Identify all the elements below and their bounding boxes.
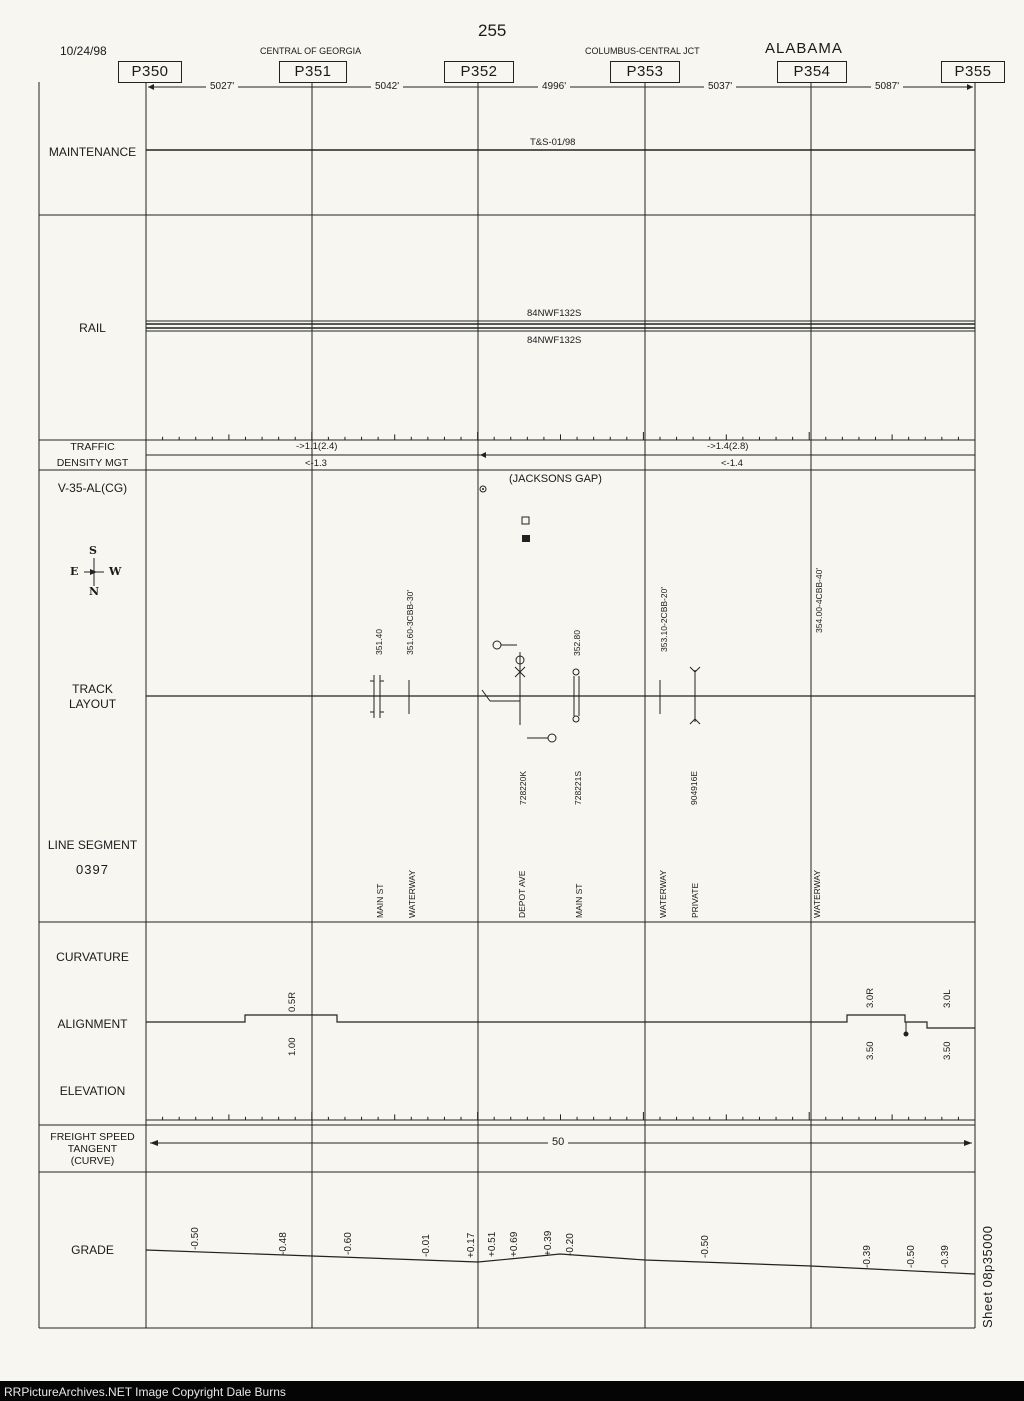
railroad-name: CENTRAL OF GEORGIA	[260, 46, 362, 56]
segment-main-st-2: MAIN ST	[574, 883, 584, 918]
traffic-eastbound-1: <-1.3	[305, 458, 327, 469]
grade-value: -0.50	[906, 1245, 917, 1268]
row-label-freight-speed: FREIGHT SPEED	[50, 1131, 135, 1143]
freight-speed-value: 50	[548, 1137, 568, 1148]
milepost-p352: P352	[444, 61, 514, 83]
rail-lower-label: 84NWF132S	[527, 335, 582, 346]
segment-waterway-2: WATERWAY	[658, 869, 668, 918]
segment-waterway-1: WATERWAY	[407, 869, 417, 918]
grade-value: -0.50	[700, 1235, 711, 1258]
curve-1-degree: 0.5R	[287, 991, 298, 1012]
grade-value: -0.20	[565, 1233, 576, 1256]
grade-value: +0.69	[509, 1231, 520, 1257]
compass-south: S	[89, 544, 97, 557]
milepost-p353: P353	[610, 61, 680, 83]
row-label-tangent: TANGENT	[67, 1143, 118, 1155]
copyright-footer	[0, 1381, 1024, 1401]
distance-3: 4996'	[538, 81, 570, 92]
track-label-bridge-351: 351.60-3CBB-30'	[405, 590, 415, 655]
line-segment-number: 0397	[76, 862, 109, 877]
map-reference: V-35-AL(CG)	[57, 481, 128, 495]
sheet-id: Sheet 08p35000	[980, 1225, 995, 1328]
track-label-35140: 351.40	[374, 629, 384, 655]
crossing-id-3: 904916E	[689, 770, 699, 805]
grade-value: -0.39	[862, 1245, 873, 1268]
state-name: ALABAMA	[765, 40, 843, 57]
station-name: (JACKSONS GAP)	[509, 473, 602, 485]
maintenance-note: T&S-01/98	[530, 137, 576, 148]
curve-3-degree: 3.0L	[942, 989, 953, 1008]
row-label-rail: RAIL	[79, 321, 106, 335]
track-label-bridge-353: 353.10-2CBB-20'	[659, 587, 669, 652]
curve-3-superelevation: 3.50	[942, 1041, 953, 1060]
distance-4: 5037'	[704, 81, 736, 92]
compass-east: E	[70, 565, 79, 578]
curve-1-superelevation: 1.00	[287, 1037, 298, 1056]
milepost-p355: P355	[941, 61, 1005, 83]
grade-value: -0.01	[421, 1234, 432, 1257]
track-label-bridge-354: 354.00-4CBB-40'	[814, 568, 824, 633]
grade-value: -0.60	[343, 1232, 354, 1255]
milepost-p351: P351	[279, 61, 347, 83]
row-label-elevation: ELEVATION	[59, 1084, 126, 1098]
rail-upper-label: 84NWF132S	[527, 308, 582, 319]
curve-2-degree: 3.0R	[865, 987, 876, 1008]
row-label-traffic: TRAFFIC	[70, 441, 115, 453]
segment-private: PRIVATE	[690, 882, 700, 918]
grade-value: -0.48	[278, 1232, 289, 1255]
crossing-id-2: 728221S	[573, 770, 583, 805]
milepost-p350: P350	[118, 61, 182, 83]
grade-value: -0.39	[940, 1245, 951, 1268]
segment-waterway-3: WATERWAY	[812, 869, 822, 918]
date: 10/24/98	[60, 44, 107, 58]
row-label-curve: (CURVE)	[70, 1155, 115, 1167]
row-label-maintenance: MAINTENANCE	[48, 145, 137, 159]
curve-2-superelevation: 3.50	[865, 1041, 876, 1060]
traffic-eastbound-2: <-1.4	[721, 458, 743, 469]
distance-1: 5027'	[206, 81, 238, 92]
grade-value: +0.51	[487, 1231, 498, 1257]
row-label-grade: GRADE	[71, 1243, 114, 1257]
page-number: 255	[478, 21, 507, 40]
crossing-id-1: 728220K	[518, 770, 528, 805]
traffic-westbound-1: ->1.1(2.4)	[296, 441, 338, 452]
grade-value: -0.50	[190, 1227, 201, 1250]
row-label-track-layout: TRACK LAYOUT	[68, 682, 117, 711]
row-label-density: DENSITY MGT	[56, 457, 129, 469]
row-label-line-segment: LINE SEGMENT	[47, 838, 138, 852]
distance-5: 5087'	[871, 81, 903, 92]
track-label-35280: 352.80	[572, 630, 582, 656]
traffic-westbound-2: ->1.4(2.8)	[707, 441, 749, 452]
milepost-p354: P354	[777, 61, 847, 83]
compass-west: W	[109, 565, 122, 578]
row-label-curvature: CURVATURE	[56, 950, 129, 964]
grade-value: +0.17	[466, 1232, 477, 1258]
grade-value: +0.39	[543, 1230, 554, 1256]
row-label-alignment: ALIGNMENT	[57, 1017, 128, 1031]
segment-main-st-1: MAIN ST	[375, 883, 385, 918]
compass-north: N	[89, 585, 100, 598]
copyright-text: RRPictureArchives.NET Image Copyright Dale Burns	[4, 1385, 286, 1399]
distance-2: 5042'	[371, 81, 403, 92]
segment-depot-ave: DEPOT AVE	[517, 870, 527, 918]
subdivision-name: COLUMBUS-CENTRAL JCT	[585, 46, 700, 56]
